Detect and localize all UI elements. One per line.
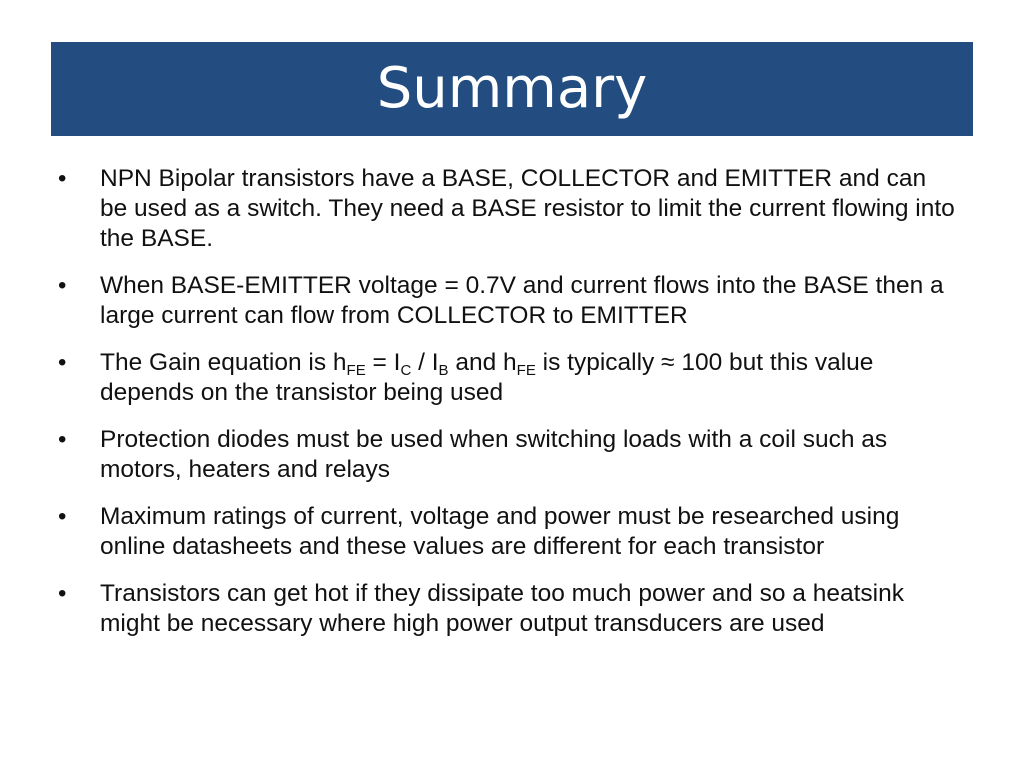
bullet-text: Transistors can get hot if they dissipate too much power and so a heatsink might be necessary where high power output transducers are used [100, 580, 904, 637]
gain-text-part: / I [411, 349, 439, 376]
subscript-c: C [400, 362, 412, 379]
bullet-text: Protection diodes must be used when switching loads with a coil such as motors, heaters and relays [100, 426, 888, 483]
bullet-icon: • [58, 580, 67, 607]
bullet-item-transistor-basics [58, 164, 958, 254]
gain-text-part: is typically ≈ 100 but this value depends on the transistor being used [100, 349, 874, 406]
bullet-text: When BASE-EMITTER voltage = 0.7V and current flows into the BASE then a large current can flow from COLLECTOR to EMITTER [100, 272, 944, 329]
subscript-b: B [438, 362, 449, 379]
bullet-item-maximum-ratings [58, 502, 958, 562]
bullet-item-gain-equation [58, 348, 958, 408]
subscript-fe: FE [516, 362, 536, 379]
bullet-item-protection-diodes [58, 425, 958, 485]
gain-text-part: The Gain equation is h [100, 349, 347, 376]
bullet-icon: • [58, 165, 67, 192]
title-bar [51, 42, 973, 136]
slide-title: Summary [376, 56, 648, 121]
bullet-icon: • [58, 349, 67, 376]
subscript-fe: FE [346, 362, 366, 379]
bullet-text [100, 349, 873, 406]
bullet-item-heatsink [58, 579, 958, 639]
bullet-icon: • [58, 426, 67, 453]
bullet-text: Maximum ratings of current, voltage and power must be researched using online datasheets and these values are different for each transistor [100, 503, 900, 560]
bullet-list [58, 164, 958, 656]
gain-text-part: and h [448, 349, 517, 376]
bullet-icon: • [58, 503, 67, 530]
gain-text-part: = I [365, 349, 401, 376]
bullet-icon: • [58, 272, 67, 299]
bullet-item-base-emitter-voltage [58, 271, 958, 331]
bullet-text: NPN Bipolar transistors have a BASE, COLLECTOR and EMITTER and can be used as a switch. They need a BASE resistor to limit the current flowing into the BASE. [100, 165, 955, 252]
